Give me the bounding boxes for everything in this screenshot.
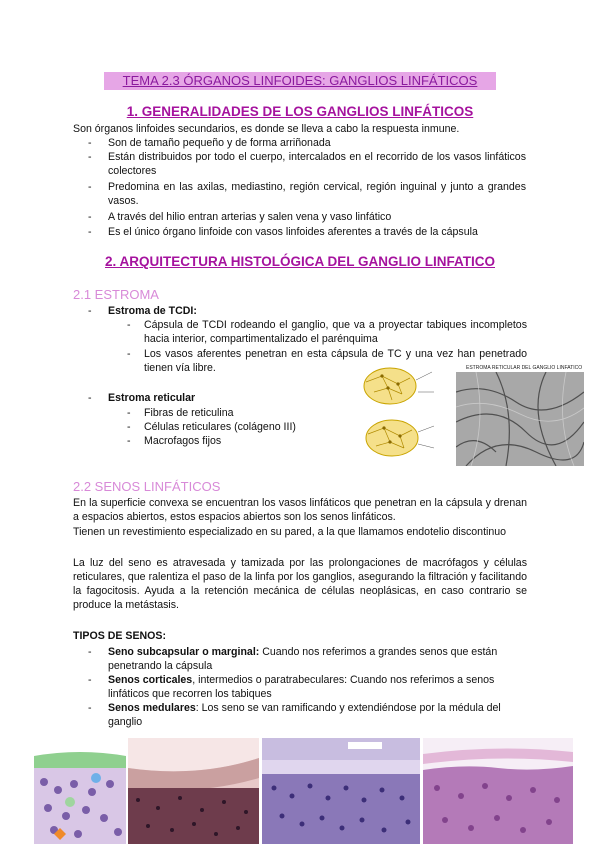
senos-paragraph-1: En la superficie convexa se encuentran los vasos linfáticos que penetran en la cápsula y drenan a espacios abiertos, estos espacios abiertos son los senos linfáticos. bbox=[73, 497, 527, 523]
bullet-dash: - bbox=[88, 392, 92, 404]
reticular-stroma-micrograph bbox=[456, 372, 584, 466]
senos-paragraph-2: Tienen un revestimiento especializado en su pared, a la que llamamos endotelio discontinuo bbox=[73, 526, 507, 538]
seno-type-2-text: , intermedios o paratrabeculares: Cuando nos referimos a senos linfáticos que recorren los tabiques bbox=[108, 674, 495, 700]
reticular-item-3: Macrofagos fijos bbox=[144, 435, 222, 447]
bullet-dash: - bbox=[88, 674, 92, 686]
bullet-dash: - bbox=[88, 305, 92, 317]
seno-type-1-text: Cuando nos referimos a grandes senos que están penetrando la cápsula bbox=[108, 646, 498, 672]
bullet-dash: - bbox=[127, 421, 131, 433]
bullet-dash: - bbox=[127, 435, 131, 447]
bullet-dash: - bbox=[88, 137, 92, 149]
tcdi-item-2: Los vasos aferentes penetran en esta cápsula de TC y una vez han penetrado tienen vía libre. bbox=[144, 348, 527, 374]
sec1-bullet-3: Predomina en las axilas, mediastino, región cervical, región inguinal y junto a grandes vasos. bbox=[108, 181, 526, 207]
subsection-senos-heading: 2.2 SENOS LINFÁTICOS bbox=[73, 479, 221, 494]
seno-type-3-text: : Los seno se van ramificando y extendiéndose por la médula del ganglio bbox=[108, 702, 501, 728]
seno-type-3-label: Senos medulares bbox=[108, 702, 196, 714]
page-title: TEMA 2.3 ÓRGANOS LINFOIDES: GANGLIOS LINFÁTICOS bbox=[104, 72, 496, 90]
tcdi-item-1: Cápsula de TCDI rodeando el ganglio, que va a proyectar tabiques incompletos hacia interior, compartimentalizado el parénquima bbox=[144, 319, 527, 345]
seno-type-1-label: Seno subcapsular o marginal: bbox=[108, 646, 260, 658]
bullet-dash: - bbox=[127, 407, 131, 419]
senos-paragraph-3: La luz del seno es atravesada y tamizada por las prolongaciones de macrófagos y células reticulares, que ralentiza el paso de la linfa por los ganglios, asegurando la filtración y facilitando la fagocitosis. Ayuda a la retención mecánica de células neoplásicas, en caso contrario se produce la metástasis. bbox=[73, 557, 527, 611]
reticular-item-2: Células reticulares (colágeno III) bbox=[144, 421, 296, 433]
reticular-network-illustration bbox=[352, 362, 452, 462]
lymph-node-cortex-micrograph bbox=[262, 738, 420, 844]
sec1-bullet-5: Es el único órgano linfoide con vasos linfoides aferentes a través de la cápsula bbox=[108, 226, 478, 238]
sec1-bullet-1: Son de tamaño pequeño y de forma arriñonada bbox=[108, 137, 331, 149]
sec1-bullet-2: Están distribuidos por todo el cuerpo, intercalados en el recorrido de los vasos linfáticos colectores bbox=[108, 151, 526, 177]
bullet-dash: - bbox=[127, 319, 131, 331]
bullet-dash: - bbox=[88, 151, 92, 163]
bullet-dash: - bbox=[127, 348, 131, 360]
subcapsular-sinus-micrograph bbox=[128, 738, 259, 844]
bullet-dash: - bbox=[88, 226, 92, 238]
bullet-dash: - bbox=[88, 211, 92, 223]
sinus-schematic-illustration bbox=[34, 738, 126, 844]
seno-type-2-label: Senos corticales bbox=[108, 674, 193, 686]
seno-type-1 bbox=[108, 645, 528, 673]
figure-caption: ESTROMA RETICULAR DEL GANGLIO LINFATICO bbox=[466, 365, 583, 371]
seno-type-3 bbox=[108, 701, 528, 729]
seno-type-2 bbox=[108, 673, 528, 701]
bullet-dash: - bbox=[88, 702, 92, 714]
section-1-intro: Son órganos linfoides secundarios, es donde se lleva a cabo la respuesta inmune. bbox=[73, 123, 460, 135]
estroma-tcdi-label: Estroma de TCDI: bbox=[108, 305, 197, 317]
bullet-dash: - bbox=[88, 181, 92, 193]
tipos-senos-heading: TIPOS DE SENOS: bbox=[73, 630, 167, 642]
medullary-sinus-micrograph bbox=[423, 738, 573, 844]
sec1-bullet-4: A través del hilio entran arterias y salen vena y vaso linfático bbox=[108, 211, 392, 223]
bullet-dash: - bbox=[88, 646, 92, 658]
section-1-heading: 1. GENERALIDADES DE LOS GANGLIOS LINFÁTICOS bbox=[126, 104, 474, 119]
reticular-item-1: Fibras de reticulina bbox=[144, 407, 234, 419]
subsection-estroma-heading: 2.1 ESTROMA bbox=[73, 287, 159, 302]
estroma-reticular-label: Estroma reticular bbox=[108, 392, 196, 404]
section-2-heading: 2. ARQUITECTURA HISTOLÓGICA DEL GANGLIO LINFATICO bbox=[104, 254, 495, 269]
